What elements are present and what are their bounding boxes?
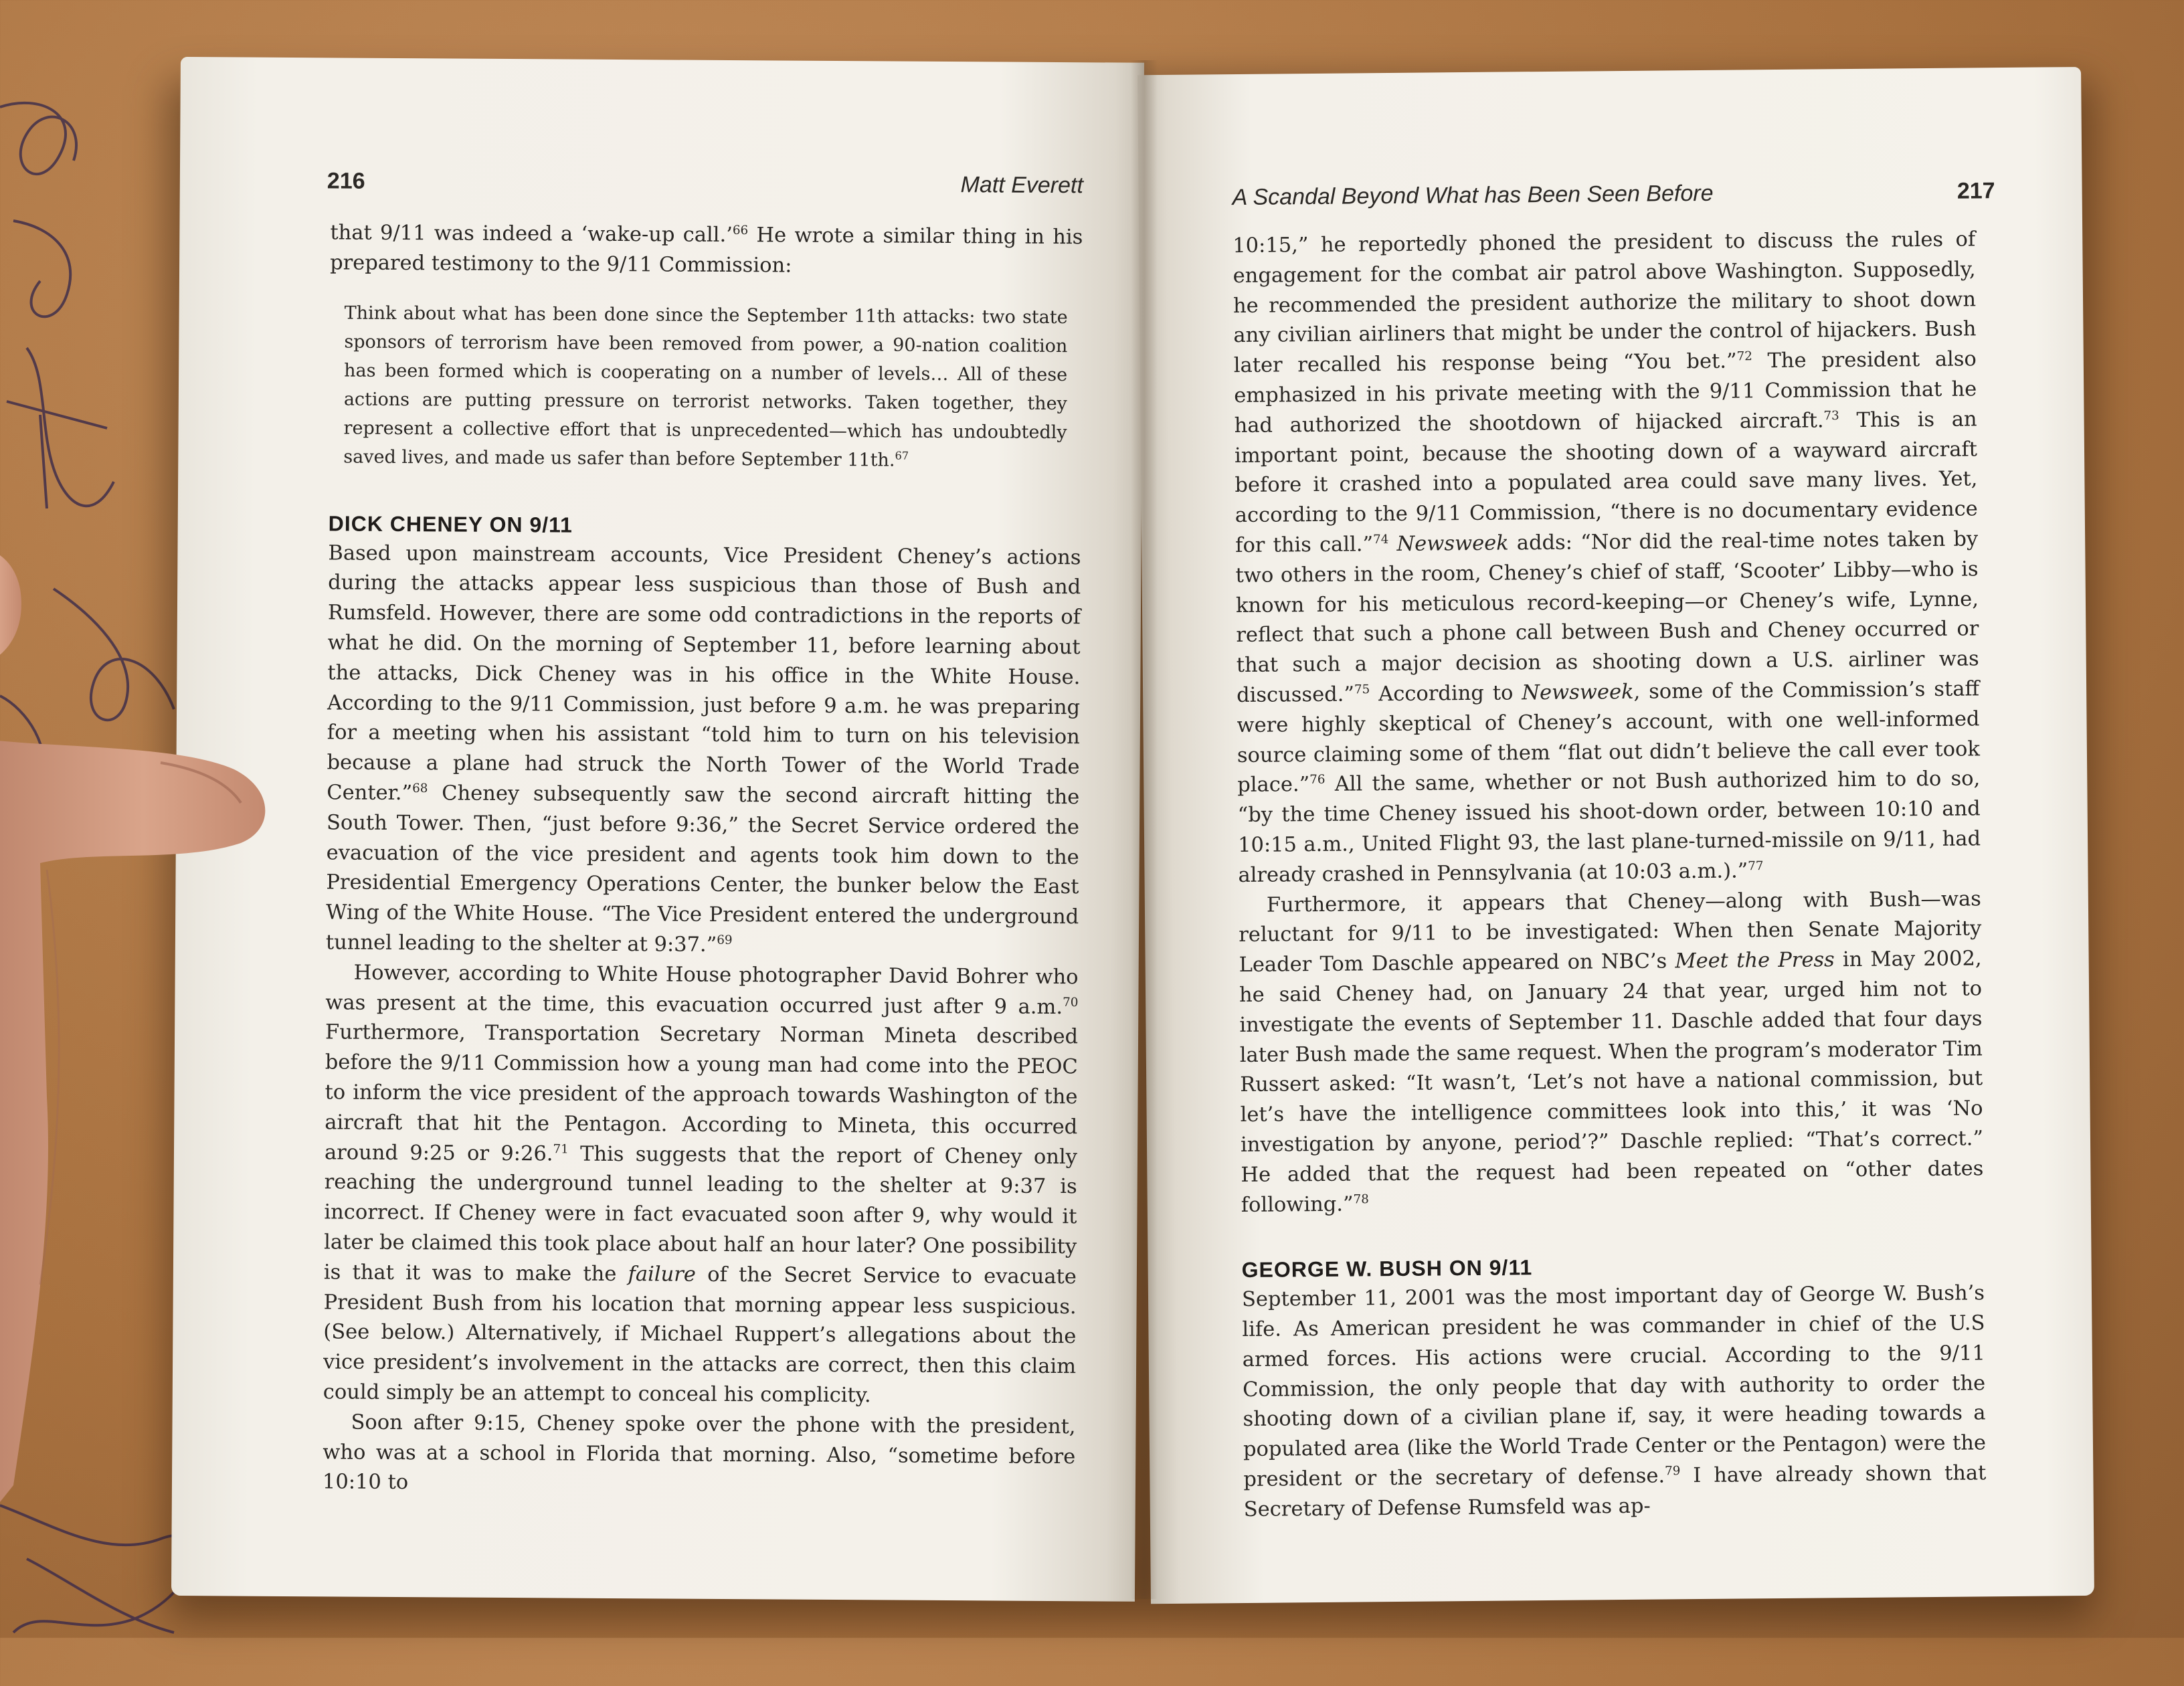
right-page [1138,67,2094,1604]
left-page [171,57,1144,1602]
book-spine-gutter [1131,60,1158,1599]
running-head: A Scandal Beyond What has Been Seen Before [1232,180,1714,211]
text-block [1233,225,1987,1525]
hand-holding-book [0,549,281,1686]
paragraph: Based upon mainstream accounts, Vice President Cheney’s actions during the attacks appear less suspicious than those of Bush and Rumsfeld. However, there are some odd contradictions in the reports of what he did. On the morning of September 11, before learning about the attacks, Dick Cheney was in his office in the White House. According to the 9/11 Commission, just before 9 a.m. he was preparing for a meeting when his assistant “told him to turn on his television because a plane had struck the North Tower of the World Trade Center.”$^{68}$ Cheney subsequently saw the second aircraft hitting the South Tower. Then, “just before 9:36,” the Secret Service ordered the evacuation of the vice president and agents took him down to the Presidential Emergency Operations Center, the bunker below the East Wing of the White House. “The Vice President entered the underground tunnel leading to the shelter at 9:37.”$^{69}$ [325,541,1081,957]
paragraph: 10:15,” he reportedly phoned the president to discuss the rules of engagement for the combat air patrol above Washington. Supposedly, he recommended the president authorize the military to shoot down any civilian airliners that might be under the control of hijackers. Bush later recalled his response being “You bet.”$^{72}$ The president also emphasized in his private meeting with the 9/11 Commission that he had authorized the shootdown of hijacked aircraft.$^{73}$ This is an important point, because the shooting down of a wayward aircraft before it crashed into a populated area could save many lives. Yet, according to the 9/11 Commission, “there is no documentary evidence for this call.”$^{74}$ Newsweek adds: “Nor did the real-time notes taken by two others in the room, Cheney’s chief of staff, ‘Scooter’ Libby—who is known for his meticulous record-keeping—or Cheney’s wife, Lynne, reflect that such a phone call between Bush and Cheney occurred or that such a major decision as shooting down a U.S. airliner was discussed.”$^{75}$ According to Newsweek, some of the Commission’s staff were highly skeptical of Cheney’s account, with one well-informed source claiming some of them “flat out didn’t believe the call ever took place.”$^{76}$ All the same, whether or not Bush authorized him to do so, “by the time Cheney issued his shoot-down order, between 10:10 and 10:15 a.m., United Flight 93, the last plane-turned-missile on 9/11, had already crashed in Pennsylvania (at 10:03 a.m.).”$^{77}$ [1233,227,1981,887]
paragraph: Soon after 9:15, Cheney spoke over the phone with the president, who was at a school in Florida that morning. Also, “sometime before 10:10 to [322,1410,1076,1495]
page-number: 217 [1956,178,1995,204]
paragraph: Furthermore, it appears that Cheney—along with Bush—was reluctant for 9/11 to be investigated: When then Senate Majority Leader Tom Daschle appeared on NBC’s Meet the Press in May 2002, he said Cheney had, on January 24 that year, urged him not to investigate the events of September 11. Daschle added that four days later Bush made the same request. When the program’s moderator Tim Russert asked: “It wasn’t, ‘Let’s not have a national commission, but let’s have the intelligence committees look into this,’ it was ‘No investigation by anyone, period’?” Daschle replied: “That’s correct.” He added that the request had been repeated on “other dates following.”$^{78}$ [1239,886,1984,1217]
running-head: Matt Everett [960,172,1083,199]
block-quote: Think about what has been done since the September 11th attacks: two state sponsors of terrorism have been removed from power, a 90-nation coalition has been formed which is cooperating on a number of levels… All of these actions are putting pressure on terrorist networks. Taken together, they represent a collective effort that is unprecedented—which has undoubtedly saved lives, and made us safer than before September 11th.$^{67}$ [343,302,1068,471]
section-heading: DICK CHENEY ON 9/11 [328,510,573,537]
text-block [323,218,1083,1502]
paragraph: However, according to White House photographer David Bohrer who was present at the time, this evacuation occurred just after 9 a.m.$^{70}$ Furthermore, Transportation Secretary Norman Mineta described before the 9/11 Commission how a young man had come into the PEOC to inform the vice president of the approach towards Washington of the aircraft that hit the Pentagon. According to Mineta, this occurred around 9:25 or 9:26.71 This suggests that the report of Cheney only reaching the underground tunnel leading to the shelter at 9:37 is incorrect. If Cheney were in fact evacuated soon after 9, why would it later be claimed this took place about half an hour later? One possibility is that it was to make the failure of the Secret Service to evacuate President Bush from his location that morning appear less suspicious. (See below.) Alternatively, if Michael Ruppert’s allegations about the vice president’s involvement in the attacks are correct, then this claim could simply be an attempt to conceal his complicity. [323,961,1079,1408]
paragraph: that 9/11 was indeed a ‘wake-up call.’$^{66}$ He wrote a similar thing in his prepared testimony to the 9/11 Commission: [330,221,1083,278]
section-heading: GEORGE W. BUSH ON 9/11 [1241,1255,1533,1283]
page-number: 216 [327,168,365,194]
paragraph: September 11, 2001 was the most important day of George W. Bush’s life. As American president he was commander in chief of the U.S armed forces. His actions were crucial. According to the 9/11 Commission, the only people that day with authority to order the shooting down of a civilian plane if, say, it were heading towards a populated area (like the World Trade Center or the Pentagon) were the president or the secretary of defense.$^{79}$ I have already shown that Secretary of Defense Rumsfeld was ap- [1241,1281,1987,1521]
